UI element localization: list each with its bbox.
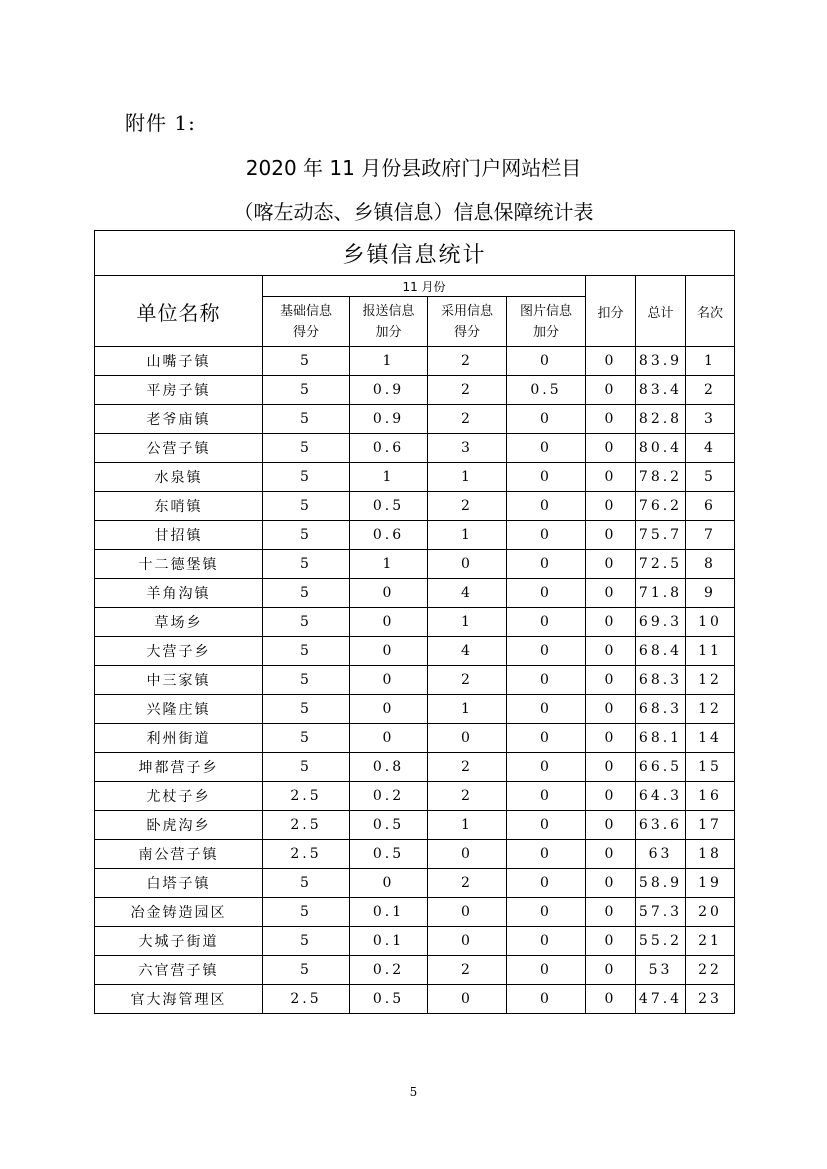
unit-name-cell: 官大海管理区 [95, 985, 263, 1014]
report-score-cell: 0.9 [350, 376, 428, 405]
photo-score-cell: 0 [507, 492, 586, 521]
document-title-line1: 2020 年 11 月份县政府门户网站栏目 [245, 156, 582, 180]
rank-cell: 12 [686, 666, 735, 695]
adopt-score-cell: 2 [428, 956, 507, 985]
report-score-cell: 0.1 [350, 927, 428, 956]
basic-score-cell: 5 [263, 666, 350, 695]
adopt-score-cell: 4 [428, 637, 507, 666]
total-cell: 68.4 [636, 637, 686, 666]
total-cell: 63.6 [636, 811, 686, 840]
adopt-score-cell: 2 [428, 347, 507, 376]
basic-score-cell: 5 [263, 492, 350, 521]
deduct-header: 扣分 [586, 276, 636, 347]
table-row [95, 550, 735, 579]
basic-score-cell: 5 [263, 753, 350, 782]
table-row [95, 434, 735, 463]
adopt-score-cell: 0 [428, 550, 507, 579]
report-score-cell: 0.9 [350, 405, 428, 434]
table-row [95, 666, 735, 695]
adopt-score-cell: 0 [428, 985, 507, 1014]
adopt-score-cell: 0 [428, 898, 507, 927]
basic-score-cell: 5 [263, 550, 350, 579]
adopt-score-cell: 0 [428, 724, 507, 753]
header-line: 采用信息 [440, 303, 493, 319]
report-score-cell: 0 [350, 579, 428, 608]
adopt-score-cell: 0 [428, 927, 507, 956]
unit-name-cell: 山嘴子镇 [95, 347, 263, 376]
report-score-cell: 0 [350, 666, 428, 695]
page-number: 5 [409, 1085, 418, 1099]
table-row [95, 695, 735, 724]
rank-cell: 9 [686, 579, 735, 608]
unit-name-cell: 公营子镇 [95, 434, 263, 463]
total-cell: 57.3 [636, 898, 686, 927]
photo-score-cell: 0 [507, 985, 586, 1014]
photo-score-cell: 0 [507, 927, 586, 956]
total-cell: 53 [636, 956, 686, 985]
deduct-cell: 0 [586, 927, 636, 956]
basic-score-cell: 5 [263, 927, 350, 956]
photo-score-cell: 0 [507, 956, 586, 985]
table-row [95, 463, 735, 492]
header-line: 报送信息 [362, 303, 415, 319]
table-row [95, 376, 735, 405]
report-score-cell: 0 [350, 724, 428, 753]
table-row [95, 724, 735, 753]
unit-name-cell: 坤都营子乡 [95, 753, 263, 782]
basic-info-header [263, 297, 350, 347]
rank-cell: 15 [686, 753, 735, 782]
deduct-cell: 0 [586, 695, 636, 724]
photo-score-cell: 0 [507, 695, 586, 724]
rank-cell: 4 [686, 434, 735, 463]
unit-name-cell: 平房子镇 [95, 376, 263, 405]
report-score-cell: 0 [350, 695, 428, 724]
report-info-header [350, 297, 428, 347]
report-score-cell: 0.1 [350, 898, 428, 927]
adopt-info-header [428, 297, 507, 347]
unit-name-cell: 十二德堡镇 [95, 550, 263, 579]
report-score-cell: 0.2 [350, 782, 428, 811]
deduct-cell: 0 [586, 898, 636, 927]
table-row [95, 347, 735, 376]
photo-score-cell: 0 [507, 405, 586, 434]
report-score-cell: 1 [350, 347, 428, 376]
photo-score-cell: 0 [507, 550, 586, 579]
total-cell: 75.7 [636, 521, 686, 550]
unit-name-cell: 冶金铸造园区 [95, 898, 263, 927]
photo-score-cell: 0 [507, 724, 586, 753]
photo-info-header [507, 297, 586, 347]
table-row [95, 521, 735, 550]
total-cell: 68.3 [636, 695, 686, 724]
deduct-cell: 0 [586, 811, 636, 840]
rank-cell: 7 [686, 521, 735, 550]
adopt-score-cell: 0 [428, 840, 507, 869]
rank-cell: 1 [686, 347, 735, 376]
total-cell: 55.2 [636, 927, 686, 956]
header-line: 基础信息 [279, 303, 332, 319]
deduct-cell: 0 [586, 782, 636, 811]
total-cell: 78.2 [636, 463, 686, 492]
adopt-score-cell: 2 [428, 405, 507, 434]
deduct-cell: 0 [586, 347, 636, 376]
total-cell: 71.8 [636, 579, 686, 608]
total-cell: 72.5 [636, 550, 686, 579]
unit-name-cell: 卧虎沟乡 [95, 811, 263, 840]
adopt-score-cell: 1 [428, 521, 507, 550]
table-row [95, 869, 735, 898]
rank-cell: 3 [686, 405, 735, 434]
adopt-score-cell: 1 [428, 608, 507, 637]
deduct-cell: 0 [586, 521, 636, 550]
adopt-score-cell: 2 [428, 782, 507, 811]
header-line: 加分 [375, 324, 402, 340]
unit-name-cell: 六官营子镇 [95, 956, 263, 985]
table-row [95, 811, 735, 840]
adopt-score-cell: 2 [428, 492, 507, 521]
report-score-cell: 0.5 [350, 985, 428, 1014]
report-score-cell: 0.2 [350, 956, 428, 985]
photo-score-cell: 0 [507, 811, 586, 840]
header-line: 得分 [453, 324, 480, 340]
total-cell: 83.9 [636, 347, 686, 376]
total-cell: 69.3 [636, 608, 686, 637]
photo-score-cell: 0 [507, 840, 586, 869]
unit-name-cell: 白塔子镇 [95, 869, 263, 898]
photo-score-cell: 0.5 [507, 376, 586, 405]
rank-cell: 16 [686, 782, 735, 811]
unit-name-cell: 南公营子镇 [95, 840, 263, 869]
table-row [95, 637, 735, 666]
table-row [95, 579, 735, 608]
total-cell: 47.4 [636, 985, 686, 1014]
header-line: 加分 [532, 324, 559, 340]
unit-name-cell: 尤杖子乡 [95, 782, 263, 811]
report-score-cell: 0.8 [350, 753, 428, 782]
deduct-cell: 0 [586, 724, 636, 753]
rank-cell: 6 [686, 492, 735, 521]
unit-name-cell: 东哨镇 [95, 492, 263, 521]
rank-cell: 5 [686, 463, 735, 492]
basic-score-cell: 5 [263, 434, 350, 463]
rank-cell: 12 [686, 695, 735, 724]
table-row [95, 985, 735, 1014]
unit-name-cell: 兴隆庄镇 [95, 695, 263, 724]
adopt-score-cell: 4 [428, 579, 507, 608]
unit-name-cell: 草场乡 [95, 608, 263, 637]
report-score-cell: 0 [350, 608, 428, 637]
total-header: 总计 [636, 276, 686, 347]
unit-name-cell: 老爷庙镇 [95, 405, 263, 434]
basic-score-cell: 5 [263, 405, 350, 434]
photo-score-cell: 0 [507, 782, 586, 811]
report-score-cell: 1 [350, 463, 428, 492]
adopt-score-cell: 2 [428, 753, 507, 782]
total-cell: 63 [636, 840, 686, 869]
total-cell: 64.3 [636, 782, 686, 811]
deduct-cell: 0 [586, 608, 636, 637]
total-cell: 80.4 [636, 434, 686, 463]
rank-cell: 21 [686, 927, 735, 956]
adopt-score-cell: 2 [428, 666, 507, 695]
deduct-cell: 0 [586, 579, 636, 608]
deduct-cell: 0 [586, 985, 636, 1014]
photo-score-cell: 0 [507, 869, 586, 898]
adopt-score-cell: 1 [428, 811, 507, 840]
basic-score-cell: 5 [263, 869, 350, 898]
deduct-cell: 0 [586, 405, 636, 434]
deduct-cell: 0 [586, 666, 636, 695]
total-cell: 68.3 [636, 666, 686, 695]
basic-score-cell: 5 [263, 956, 350, 985]
total-cell: 68.1 [636, 724, 686, 753]
unit-name-cell: 利州街道 [95, 724, 263, 753]
document-title-line2: （喀左动态、乡镇信息）信息保障统计表 [233, 200, 594, 224]
header-line: 得分 [292, 324, 319, 340]
photo-score-cell: 0 [507, 579, 586, 608]
basic-score-cell: 2.5 [263, 811, 350, 840]
deduct-cell: 0 [586, 550, 636, 579]
unit-name-cell: 中三家镇 [95, 666, 263, 695]
table-row [95, 753, 735, 782]
basic-score-cell: 2.5 [263, 782, 350, 811]
report-score-cell: 0 [350, 637, 428, 666]
report-score-cell: 0.5 [350, 840, 428, 869]
unit-name-cell: 大营子乡 [95, 637, 263, 666]
rank-header: 名次 [686, 276, 735, 347]
basic-score-cell: 2.5 [263, 985, 350, 1014]
adopt-score-cell: 2 [428, 376, 507, 405]
report-score-cell: 0.5 [350, 492, 428, 521]
rank-cell: 23 [686, 985, 735, 1014]
table-row [95, 492, 735, 521]
photo-score-cell: 0 [507, 347, 586, 376]
total-cell: 82.8 [636, 405, 686, 434]
basic-score-cell: 5 [263, 724, 350, 753]
table-row [95, 898, 735, 927]
unit-name-header: 单位名称 [95, 276, 263, 347]
basic-score-cell: 2.5 [263, 840, 350, 869]
deduct-cell: 0 [586, 956, 636, 985]
deduct-cell: 0 [586, 869, 636, 898]
photo-score-cell: 0 [507, 666, 586, 695]
basic-score-cell: 5 [263, 608, 350, 637]
rank-cell: 8 [686, 550, 735, 579]
table-row [95, 608, 735, 637]
table-row [95, 782, 735, 811]
total-cell: 66.5 [636, 753, 686, 782]
photo-score-cell: 0 [507, 753, 586, 782]
photo-score-cell: 0 [507, 608, 586, 637]
statistics-table [94, 230, 735, 1014]
unit-name-cell: 羊角沟镇 [95, 579, 263, 608]
rank-cell: 18 [686, 840, 735, 869]
rank-cell: 10 [686, 608, 735, 637]
basic-score-cell: 5 [263, 347, 350, 376]
deduct-cell: 0 [586, 376, 636, 405]
month-header: 11 月份 [263, 276, 586, 297]
basic-score-cell: 5 [263, 463, 350, 492]
table-row [95, 956, 735, 985]
table-caption: 乡镇信息统计 [95, 231, 735, 276]
table-row [95, 840, 735, 869]
table-row [95, 405, 735, 434]
basic-score-cell: 5 [263, 521, 350, 550]
rank-cell: 2 [686, 376, 735, 405]
table-row [95, 927, 735, 956]
photo-score-cell: 0 [507, 637, 586, 666]
unit-name-cell: 水泉镇 [95, 463, 263, 492]
adopt-score-cell: 1 [428, 695, 507, 724]
adopt-score-cell: 1 [428, 463, 507, 492]
basic-score-cell: 5 [263, 579, 350, 608]
total-cell: 58.9 [636, 869, 686, 898]
adopt-score-cell: 2 [428, 869, 507, 898]
rank-cell: 20 [686, 898, 735, 927]
deduct-cell: 0 [586, 492, 636, 521]
rank-cell: 17 [686, 811, 735, 840]
total-cell: 76.2 [636, 492, 686, 521]
report-score-cell: 0.6 [350, 434, 428, 463]
deduct-cell: 0 [586, 463, 636, 492]
rank-cell: 19 [686, 869, 735, 898]
rank-cell: 11 [686, 637, 735, 666]
report-score-cell: 1 [350, 550, 428, 579]
rank-cell: 22 [686, 956, 735, 985]
total-cell: 83.4 [636, 376, 686, 405]
photo-score-cell: 0 [507, 521, 586, 550]
attachment-label: 附件 1: [125, 111, 196, 135]
adopt-score-cell: 3 [428, 434, 507, 463]
deduct-cell: 0 [586, 434, 636, 463]
deduct-cell: 0 [586, 840, 636, 869]
basic-score-cell: 5 [263, 695, 350, 724]
basic-score-cell: 5 [263, 898, 350, 927]
deduct-cell: 0 [586, 637, 636, 666]
basic-score-cell: 5 [263, 637, 350, 666]
unit-name-cell: 甘招镇 [95, 521, 263, 550]
report-score-cell: 0.5 [350, 811, 428, 840]
photo-score-cell: 0 [507, 434, 586, 463]
unit-name-cell: 大城子街道 [95, 927, 263, 956]
photo-score-cell: 0 [507, 463, 586, 492]
photo-score-cell: 0 [507, 898, 586, 927]
report-score-cell: 0 [350, 869, 428, 898]
basic-score-cell: 5 [263, 376, 350, 405]
report-score-cell: 0.6 [350, 521, 428, 550]
header-line: 图片信息 [519, 303, 572, 319]
deduct-cell: 0 [586, 753, 636, 782]
rank-cell: 14 [686, 724, 735, 753]
